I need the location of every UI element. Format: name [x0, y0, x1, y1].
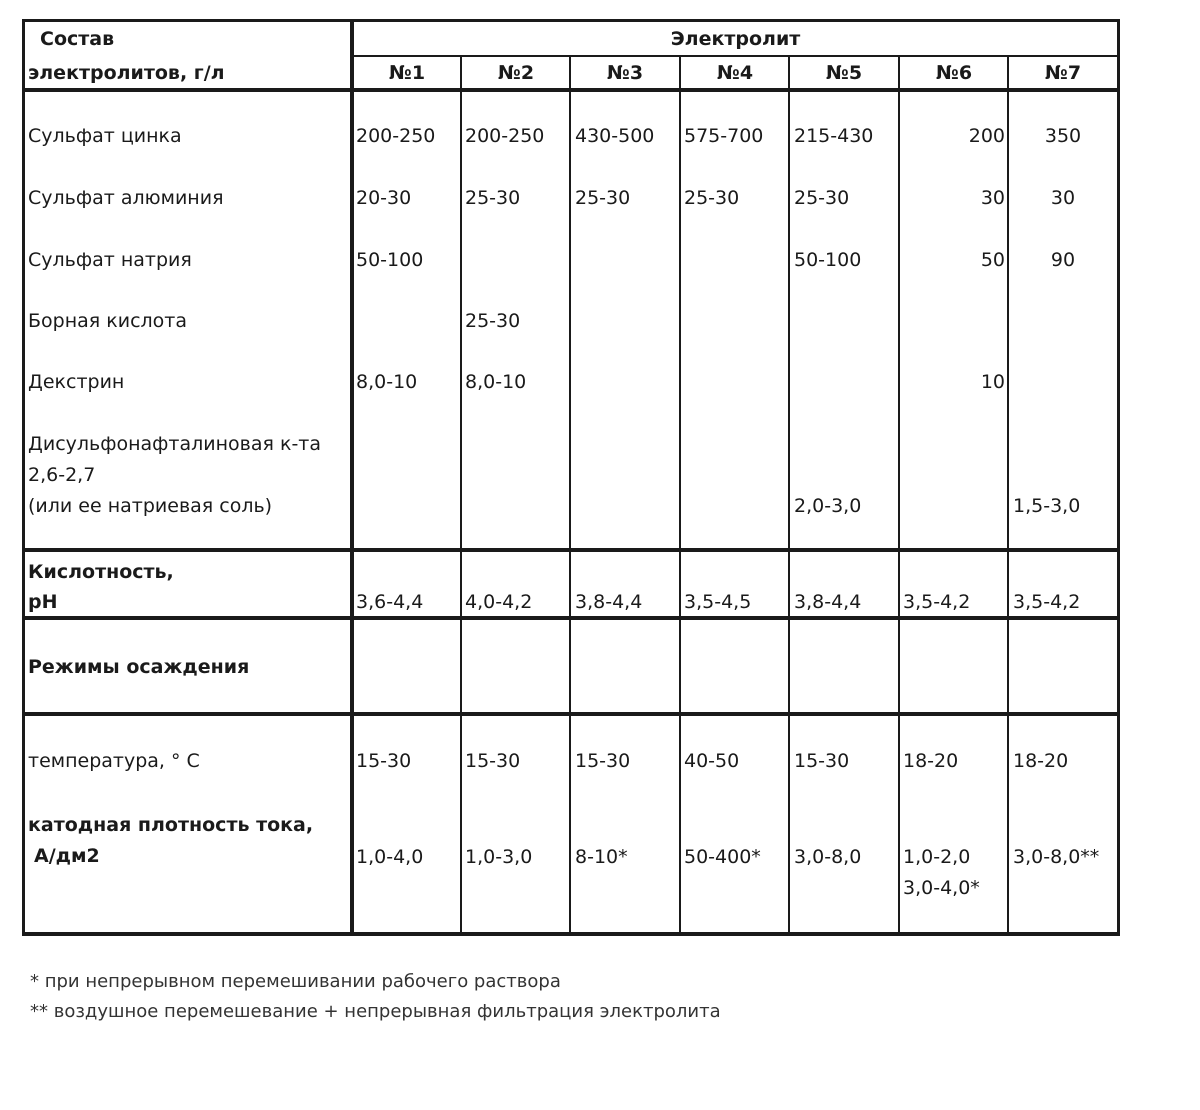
cell: 8-10* [575, 846, 628, 868]
cell: 50-400* [684, 846, 761, 868]
header-bottom-line [22, 88, 1120, 92]
cell: 430-500 [575, 125, 655, 147]
cell: 15-30 [794, 750, 850, 772]
cell: 25-30 [465, 310, 521, 332]
cell: 20-30 [356, 187, 412, 209]
cell: 50-100 [356, 249, 424, 271]
row-label-ph: pH [28, 591, 58, 613]
row-label-sodium-sulfate: Сульфат натрия [28, 249, 192, 271]
cell: 3,0-4,0* [903, 877, 980, 899]
cell: 25-30 [465, 187, 521, 209]
cell: 15-30 [356, 750, 412, 772]
column-header-no1: №1 [388, 62, 426, 84]
column-header-no6: №6 [935, 62, 973, 84]
cell: 8,0-10 [465, 371, 527, 393]
cell: 3,8-4,4 [575, 591, 643, 613]
cell: 10 [980, 371, 1005, 393]
table-border-top [22, 19, 1120, 22]
cell: 3,0-8,0** [1013, 846, 1100, 868]
composition-header-line1: Состав [40, 28, 115, 50]
cell: 15-30 [575, 750, 631, 772]
composition-bottom-line [22, 548, 1120, 552]
cell: 18-20 [903, 750, 959, 772]
row-label-zinc-sulfate: Сульфат цинка [28, 125, 182, 147]
row-label-temperature: температура, ° С [28, 750, 200, 772]
column-divider [460, 55, 462, 936]
column-header-no5: №5 [825, 62, 863, 84]
footnote-one-star: * при непрерывном перемешивании рабочего раствора [30, 971, 561, 992]
cell: 3,6-4,4 [356, 591, 424, 613]
row-label-aluminium-sulfate: Сульфат алюминия [28, 187, 224, 209]
cell: 1,0-2,0 [903, 846, 971, 868]
cell: 1,0-4,0 [356, 846, 424, 868]
cell: 30 [980, 187, 1005, 209]
deposition-bottom-line [22, 712, 1120, 716]
cell: 50-100 [794, 249, 862, 271]
row-label-acidity: Кислотность, [28, 561, 174, 583]
cell: 1,0-3,0 [465, 846, 533, 868]
column-divider [679, 55, 681, 936]
row-label-disulfonaphthalene-acid: Дисульфонафталиновая к-та [28, 433, 322, 455]
row-label-cathode-current-density: катодная плотность тока, [28, 814, 314, 836]
table-border-left [22, 19, 25, 936]
cell: 1,5-3,0 [1013, 495, 1081, 517]
column-header-no7: №7 [1044, 62, 1082, 84]
table-border-bottom [22, 932, 1120, 936]
cell: 15-30 [465, 750, 521, 772]
cell: 200-250 [465, 125, 545, 147]
cell: 25-30 [684, 187, 740, 209]
cell: 3,5-4,5 [684, 591, 752, 613]
cell: 90 [1050, 249, 1076, 271]
row-label-dextrin: Декстрин [28, 371, 125, 393]
column-header-no2: №2 [497, 62, 535, 84]
footnote-two-star: ** воздушное перемешевание + непрерывная фильтрация электролита [30, 1001, 721, 1022]
column-divider [569, 55, 571, 936]
row-label-disulfonaphthalene-isomer: 2,6-2,7 [28, 464, 96, 486]
cell: 215-430 [794, 125, 874, 147]
cell: 200 [968, 125, 1005, 147]
acidity-bottom-line [22, 616, 1120, 620]
cell: 3,0-8,0 [794, 846, 862, 868]
cell: 4,0-4,2 [465, 591, 533, 613]
column-header-no4: №4 [716, 62, 754, 84]
electrolyte-header: Электролит [670, 28, 801, 50]
column-divider [788, 55, 790, 936]
cell: 40-50 [684, 750, 740, 772]
cell: 350 [1044, 125, 1082, 147]
cell: 30 [1050, 187, 1076, 209]
cell: 25-30 [794, 187, 850, 209]
first-column-divider [350, 19, 354, 936]
cell: 3,5-4,2 [1013, 591, 1081, 613]
cell: 575-700 [684, 125, 764, 147]
table-border-right [1117, 19, 1120, 936]
cell: 8,0-10 [356, 371, 418, 393]
header-divider [352, 55, 1120, 57]
column-header-no3: №3 [606, 62, 644, 84]
row-label-boric-acid: Борная кислота [28, 310, 188, 332]
composition-header-line2: электролитов, г/л [28, 62, 225, 84]
section-deposition-modes: Режимы осаждения [28, 656, 250, 678]
row-label-disulfonaphthalene-salt: (или ее натриевая соль) [28, 495, 273, 517]
row-label-current-unit: А/дм2 [34, 845, 100, 867]
cell: 18-20 [1013, 750, 1069, 772]
cell: 25-30 [575, 187, 631, 209]
cell: 3,8-4,4 [794, 591, 862, 613]
cell: 200-250 [356, 125, 436, 147]
cell: 50 [980, 249, 1005, 271]
cell: 2,0-3,0 [794, 495, 862, 517]
cell: 3,5-4,2 [903, 591, 971, 613]
